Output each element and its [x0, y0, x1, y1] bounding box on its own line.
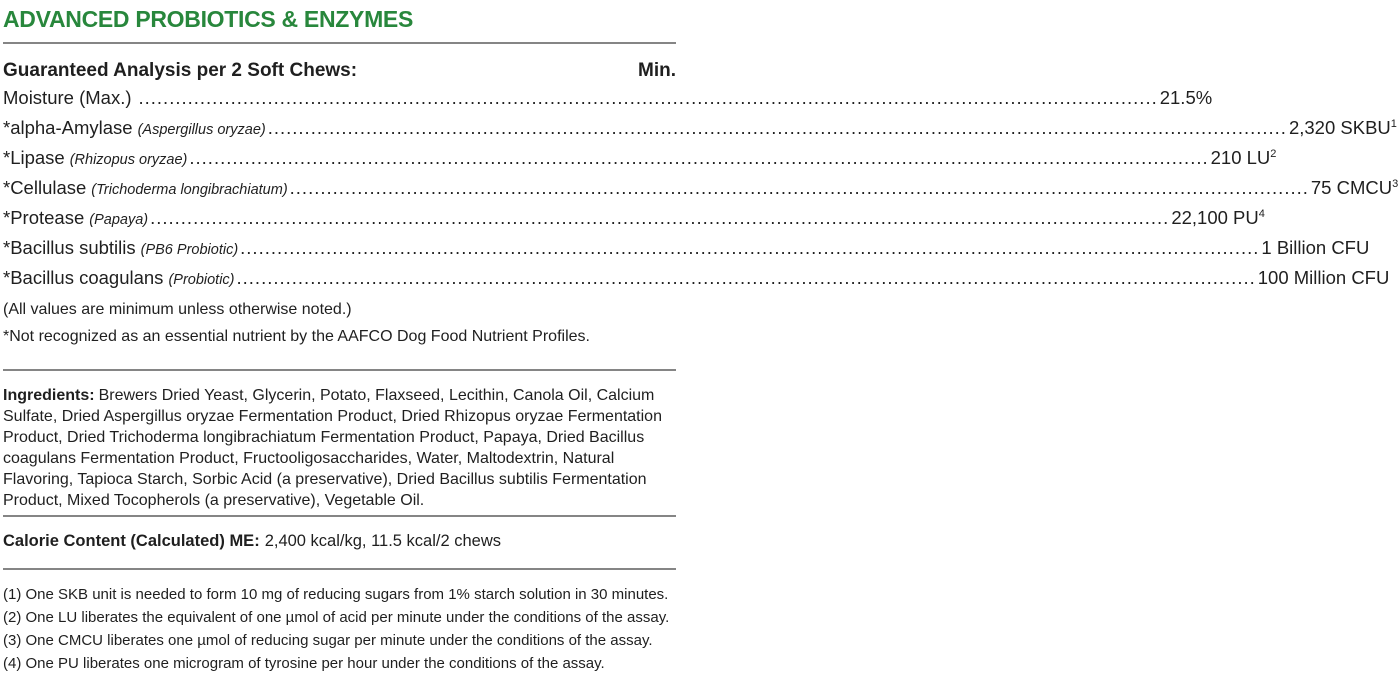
calorie-content-line: [3, 531, 676, 552]
ingredients-label: Ingredients:: [3, 387, 95, 404]
footnotes-section: [3, 583, 676, 675]
footnote-lu: (2) One LU liberates the equivalent of one µmol of acid per minute under the conditions of the assay.: [3, 609, 670, 626]
nutrient-source: (Papaya): [89, 212, 149, 228]
minimum-values-note: (All values are minimum unless otherwise noted.): [3, 301, 352, 318]
analysis-row: [3, 84, 1213, 114]
footnote-ref: 2: [1270, 147, 1277, 160]
calorie-content-value: 2,400 kcal/kg, 11.5 kcal/2 chews: [264, 532, 502, 550]
nutrient-name: *Cellulase: [3, 177, 87, 198]
footnote-cmcu: (3) One CMCU liberates one µmol of reducing sugar per minute under the conditions of the assay.: [3, 632, 653, 649]
footnote-ref: 3: [1392, 177, 1398, 190]
dot-leader: [240, 234, 1259, 261]
nutrient-source: (Rhizopus oryzae): [69, 152, 188, 168]
nutrient-source: (Aspergillus oryzae): [137, 122, 266, 138]
nutrient-value: 75 CMCU: [1310, 177, 1393, 198]
footnote-ref: 1: [1390, 117, 1397, 130]
dot-leader: [150, 204, 1169, 231]
dot-leader: [268, 114, 1287, 141]
dot-leader: [290, 174, 1309, 201]
analysis-row: [3, 234, 1370, 264]
guaranteed-analysis-header: [3, 58, 676, 84]
analysis-row: [3, 144, 1277, 174]
nutrient-value: 22,100 PU: [1171, 207, 1259, 228]
guaranteed-analysis-table: [3, 84, 1398, 294]
min-column-label: Min.: [638, 60, 676, 81]
nutrient-value: 100 Million CFU: [1257, 267, 1390, 288]
dot-leader: [237, 264, 1256, 291]
footnote-ref: 4: [1258, 207, 1265, 220]
analysis-row: [3, 114, 1397, 144]
dot-leader: [139, 84, 1158, 111]
footnote-pu: (4) One PU liberates one microgram of tyrosine per hour under the conditions of the assay.: [3, 655, 605, 672]
analysis-row: [3, 174, 1398, 204]
nutrient-name: *alpha-Amylase: [3, 117, 133, 138]
nutrient-name: Moisture (Max.): [3, 87, 132, 108]
calorie-content-label: Calorie Content (Calculated) ME:: [3, 532, 260, 550]
ingredients-text: Brewers Dried Yeast, Glycerin, Potato, Flaxseed, Lecithin, Canola Oil, Calcium Sulfate, Dried Aspergillus oryzae Fermentation Product, Dried Rhizopus oryzae Fermentation Product, Dried Trichoderma longibrachiatum Fermentation Product, Papaya, Dried Bacillus coagulans Fermentation Product, Fructooligosaccharides, Water, Maltodextrin, Natural Flavoring, Tapioca Starch, Sorbic Acid (a preservative), Dried Bacillus subtilis Fermentation Product, Mixed Tocopherols (a preservative), Vegetable Oil.: [3, 387, 662, 509]
nutrient-value: 210 LU: [1210, 147, 1271, 168]
nutrient-name: *Bacillus coagulans: [3, 267, 164, 288]
nutrient-source: (Trichoderma longibrachiatum): [91, 182, 288, 198]
divider: [3, 515, 676, 517]
divider: [3, 42, 676, 44]
nutrient-value: 21.5%: [1159, 87, 1213, 108]
divider: [3, 369, 676, 371]
product-title: ADVANCED PROBIOTICS & ENZYMES: [3, 6, 414, 32]
nutrient-value: 1 Billion CFU: [1261, 237, 1370, 258]
dot-leader: [189, 144, 1208, 171]
footnote-skb: (1) One SKB unit is needed to form 10 mg of reducing sugars from 1% starch solution in 30 minutes.: [3, 586, 669, 603]
divider: [3, 568, 676, 570]
nutrient-value: 2,320 SKBU: [1288, 117, 1391, 138]
nutrient-name: *Protease: [3, 207, 85, 228]
guaranteed-analysis-label: Guaranteed Analysis per 2 Soft Chews:: [3, 60, 358, 81]
ingredients-paragraph: [3, 385, 676, 511]
nutrient-name: *Lipase: [3, 147, 65, 168]
analysis-row: [3, 204, 1265, 234]
aafco-note: *Not recognized as an essential nutrient by the AAFCO Dog Food Nutrient Profiles.: [3, 328, 590, 345]
nutrient-source: (Probiotic): [168, 272, 235, 288]
nutrient-source: (PB6 Probiotic): [140, 242, 239, 258]
label-panel: [0, 6, 1398, 672]
analysis-row: [3, 264, 1390, 294]
nutrient-name: *Bacillus subtilis: [3, 237, 136, 258]
